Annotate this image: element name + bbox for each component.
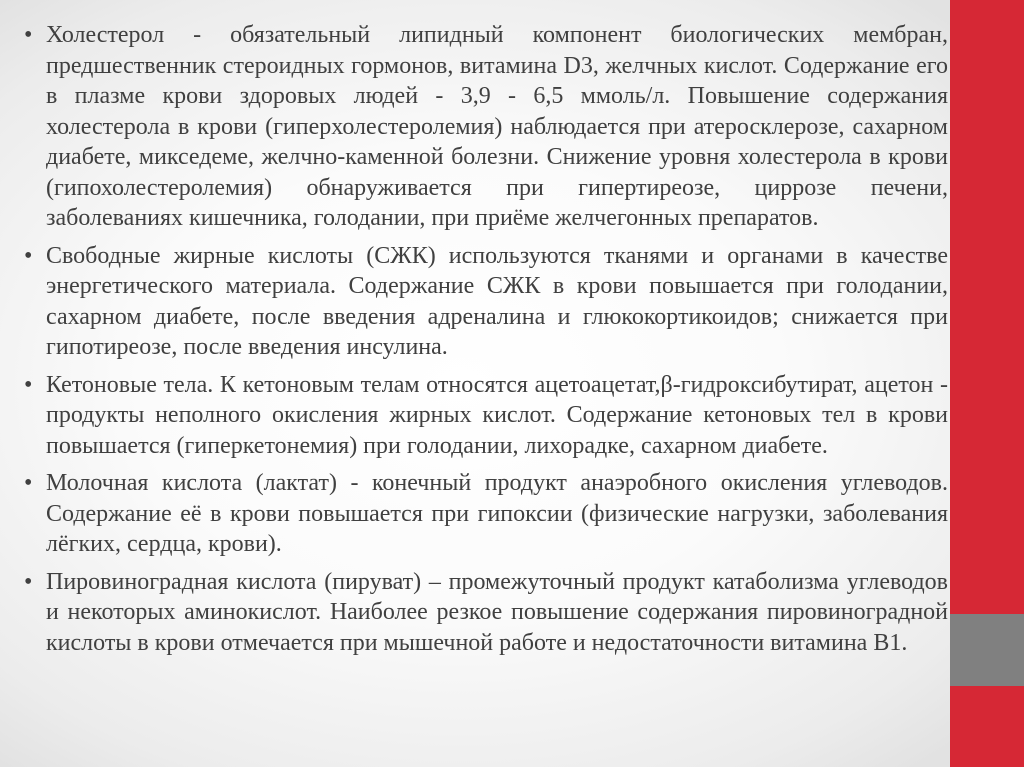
side-bar-red-lower [950,686,1024,767]
bullet-list [24,20,948,665]
bullet-item-free-fatty-acids [24,241,948,363]
bullet-text: Пировиноградная кислота (пируват) – промежуточный продукт катаболизма углеводов и некоторых аминокислот. Наиболее резкое повышение содержания пировиноградной кислоты в крови отмечается при мышечной работе и недостаточности витамина В1. [46,568,948,656]
bullet-text: Свободные жирные кислоты (СЖК) используются тканями и органами в качестве энергетического материала. Содержание СЖК в крови повышается при голодании, сахарном диабете, после введения адреналина и глюкокортикоидов; снижается при гипотиреозе, после введения инсулина. [46,242,948,360]
bullet-item-lactic-acid [24,468,948,560]
bullet-icon: • [24,371,33,398]
bullet-icon: • [24,568,33,595]
bullet-icon: • [24,242,33,269]
bullet-item-cholesterol [24,20,948,234]
bullet-icon: • [24,22,33,48]
side-accent-bar [950,0,1024,767]
bullet-icon: • [24,470,33,496]
bullet-text: Холестерол - обязательный липидный компонент биологических мембран, предшественник стероидных гормонов, витамина D3, желчных кислот. Содержание его в плазме крови здоровых людей - 3,9 - 6,5 ммоль/л. Повышение содержания холестерола в крови (гиперхолестеролемия) наблюдается при атеросклерозе, сахарном диабете, микседеме, желчно-каменной болезни. Снижение уровня холестерола в крови (гипохолестеролемия) обнаруживается при гипертиреозе, циррозе печени, заболеваниях кишечника, голодании, при приёме желчегонных препаратов. [46,22,948,231]
bullet-item-pyruvic-acid [24,567,948,659]
bullet-item-ketone-bodies [24,370,948,462]
side-bar-red-upper [950,0,1024,614]
bullet-text: Кетоновые тела. К кетоновым телам относятся ацетоацетат,β-гидроксибутират, ацетон - продукты неполного окисления жирных кислот. Содержание кетоновых тел в крови повышается (гиперкетонемия) при голодании, лихорадке, сахарном диабете. [46,371,948,459]
bullet-text: Молочная кислота (лактат) - конечный продукт анаэробного окисления углеводов. Содержание её в крови повышается при гипоксии (физические нагрузки, заболевания лёгких, сердца, крови). [46,470,948,557]
side-bar-gray-block [950,614,1024,686]
